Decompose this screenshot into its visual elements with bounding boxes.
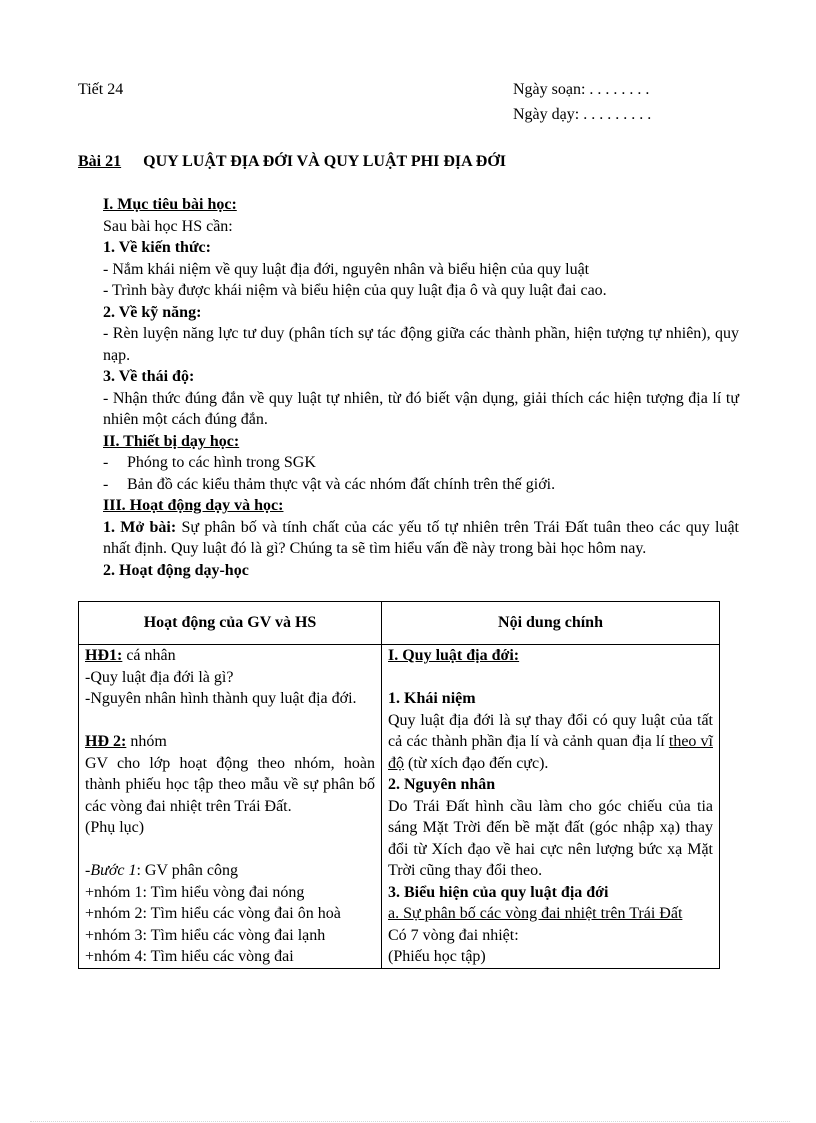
prep-date: Ngày soạn: . . . . . . . . xyxy=(513,81,650,98)
worksheet-note: (Phiếu học tập) xyxy=(388,948,486,965)
group-task-2: +nhóm 2: Tìm hiểu các vòng đai ôn hoà xyxy=(85,905,341,922)
activities-heading: III. Hoạt động dạy và học: xyxy=(103,497,284,514)
equipment-heading: II. Thiết bị dạy học: xyxy=(103,432,240,450)
step-label: -Bước 1 xyxy=(85,862,137,879)
knowledge-heading: 1. Về kiến thức: xyxy=(103,239,211,256)
skills-item-1: - Rèn luyện năng lực tư duy (phân tích sự tác động giữa các thành phần, hiện tượng tự nhiên), quy nạp. xyxy=(103,325,739,364)
question-2: -Nguyên nhân hình thành quy luật địa đới. xyxy=(85,690,357,707)
teach-date: Ngày dạy: . . . . . . . . . xyxy=(513,106,652,123)
cause-text: Do Trái Đất hình cầu làm cho góc chiếu của tia sáng Mặt Trời đến bề mặt đất (góc nhập xạ) thay đổi từ Xích đạo về hai cực nên lượng bức xạ Mặt Trời cũng thay đổi theo. xyxy=(388,797,713,879)
table-header-content: Nội dung chính xyxy=(382,602,720,645)
objectives-intro: Sau bài học HS cần: xyxy=(103,217,233,235)
lesson-body xyxy=(103,194,739,581)
opening-paragraph: 1. Mở bài: Sự phân bố và tính chất của các yếu tố tự nhiên trên Trái Đất tuân theo các quy luật nhất định. Quy luật đó là gì? Chúng ta sẽ tìm hiểu vấn đề này trong bài học hôm nay. xyxy=(103,518,739,557)
equipment-item: - Phóng to các hình trong SGK xyxy=(103,454,316,471)
objectives-heading: I. Mục tiêu bài học: xyxy=(103,196,237,213)
concept-heading: 1. Khái niệm xyxy=(388,690,476,707)
group-task-4: +nhóm 4: Tìm hiểu các vòng đai xyxy=(85,948,294,965)
skills-heading: 2. Về kỹ năng: xyxy=(103,303,202,321)
hd2-label: HĐ 2: xyxy=(85,733,127,750)
teaching-activities-heading: 2. Hoạt động dạy-học xyxy=(103,561,249,579)
group-task-3: +nhóm 3: Tìm hiểu các vòng đai lạnh xyxy=(85,926,326,944)
lesson-title xyxy=(78,151,506,173)
teacher-student-activities: HĐ1: cá nhân -Quy luật địa đới là gì? -Nguyên nhân hình thành quy luật địa đới. HĐ 2: nhóm GV cho lớp hoạt động theo nhóm, hoàn thành phiếu học tập theo mẫu về sự phân bố các vòng đai nhiệt trên Trái Đất. (Phụ lục) -Bước 1: GV phân công +nhóm 1: Tìm hiểu vòng đai nóng +nhóm 2: Tìm hiểu các vòng đai ôn hoà +nhóm 3: Tìm hiểu các vòng đai lạnh +nhóm 4: Tìm hiểu các vòng đai xyxy=(79,645,382,969)
manifestation-subheading: a. Sự phân bố các vòng đai nhiệt trên Trái Đất xyxy=(388,905,683,922)
equipment-item: - Bản đồ các kiểu thảm thực vật và các nhóm đất chính trên thế giới. xyxy=(103,475,556,493)
concept-text: Quy luật địa đới là sự thay đổi có quy luật của tất cả các thành phần địa lí và cảnh quan địa lí theo vĩ độ (từ xích đạo đến cực). xyxy=(388,711,713,772)
main-content xyxy=(382,645,720,969)
hd2-description: GV cho lớp hoạt động theo nhóm, hoàn thành phiếu học tập theo mẫu về sự phân bố các vòng đai nhiệt trên Trái Đất. xyxy=(85,754,375,815)
lesson-title-text: QUY LUẬT ĐỊA ĐỚI VÀ QUY LUẬT PHI ĐỊA ĐỚI xyxy=(143,153,506,170)
lesson-number: Bài 21 xyxy=(78,153,122,170)
cause-heading: 2. Nguyên nhân xyxy=(388,776,496,793)
hd1-label: HĐ1: xyxy=(85,647,123,664)
activity-table xyxy=(78,601,720,969)
table-header-activities: Hoạt động của GV và HS xyxy=(79,602,382,645)
knowledge-item-2: - Trình bày được khái niệm và biểu hiện của quy luật địa ô và quy luật đai cao. xyxy=(103,282,607,299)
appendix-note: (Phụ lục) xyxy=(85,819,145,836)
group-task-1: +nhóm 1: Tìm hiểu vòng đai nóng xyxy=(85,883,305,901)
attitude-item-1: - Nhận thức đúng đắn về quy luật tự nhiên, từ đó biết vận dụng, giải thích các hiện tượng địa lí tự nhiên một cách đúng đắn. xyxy=(103,389,739,428)
attitude-heading: 3. Về thái độ: xyxy=(103,368,195,385)
knowledge-item-1: - Nắm khái niệm về quy luật địa đới, nguyên nhân và biểu hiện của quy luật xyxy=(103,260,590,278)
lesson-period: Tiết 24 xyxy=(78,81,124,98)
manifestation-heading: 3. Biểu hiện của quy luật địa đới xyxy=(388,883,609,901)
zonal-law-heading: I. Quy luật địa đới: xyxy=(388,647,520,664)
question-1: -Quy luật địa đới là gì? xyxy=(85,668,234,686)
belts-count: Có 7 vòng đai nhiệt: xyxy=(388,926,519,944)
